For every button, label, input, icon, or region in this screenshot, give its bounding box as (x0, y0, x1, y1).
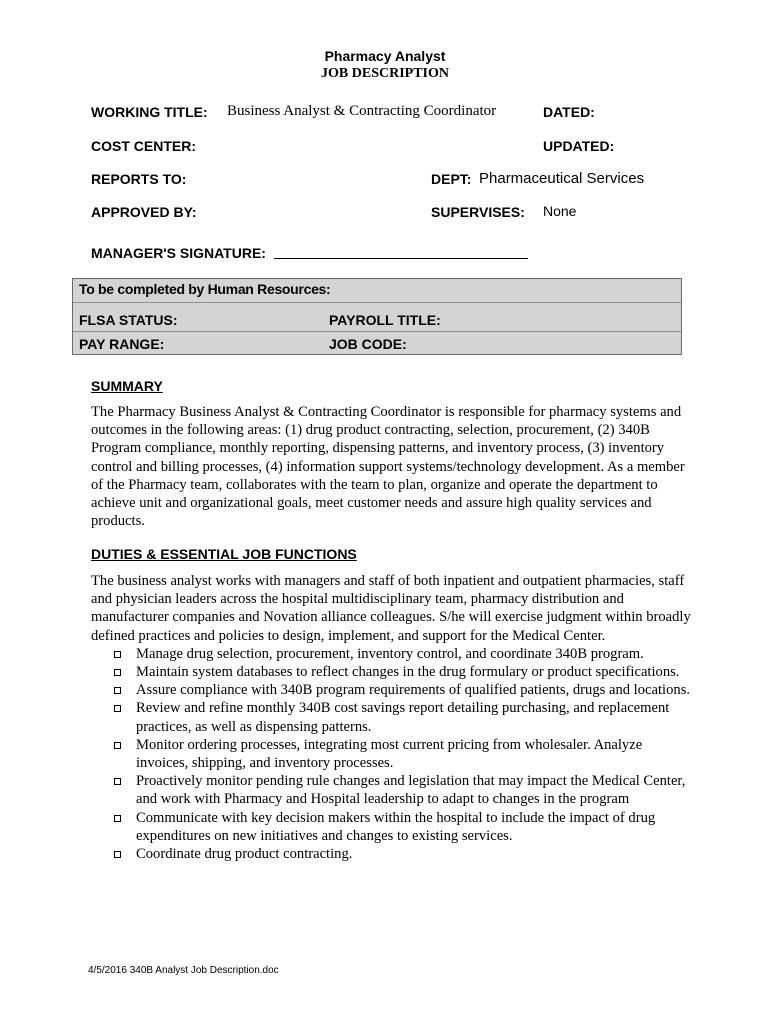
pay-range-label: PAY RANGE: (79, 336, 165, 352)
list-item-text: Assure compliance with 340B program requirements of qualified patients, drugs and locations. (136, 682, 691, 699)
list-item (91, 809, 691, 845)
hr-divider (73, 302, 681, 303)
list-item (91, 645, 691, 663)
summary-paragraph: The Pharmacy Business Analyst & Contracting Coordinator is responsible for pharmacy systems and outcomes in the following areas: (1) drug product contracting, selection, procurement, (2) 340B Program compliance, monthly reporting, dispensing patterns, and inventory process, (3) inventory control and billing processes, (4) information support systems/technology development. As a member of the Pharmacy team, collaborates with the team to plan, organize and operate the department to achieve unit and organizational goals, meet customer needs and assure high quality services and products. (91, 404, 685, 530)
checkbox-bullet-icon (114, 651, 121, 658)
document-title: Pharmacy Analyst (324, 48, 446, 64)
document-subtitle: JOB DESCRIPTION (321, 66, 449, 81)
list-item-text: Coordinate drug product contracting. (136, 846, 353, 863)
dept-label: DEPT: (431, 171, 472, 187)
list-item (91, 772, 691, 808)
cost-center-label: COST CENTER: (91, 138, 196, 154)
dated-label: DATED: (543, 104, 595, 120)
hr-section (72, 278, 682, 355)
list-item-text: Maintain system databases to reflect changes in the drug formulary or product specifications. (136, 664, 680, 681)
duties-intro: The business analyst works with managers and staff of both inpatient and outpatient pharmacies, staff and physician leaders across the hospital multidisciplinary team, pharmacy distribution and manufacturer companies and Novation alliance colleagues. S/he will exercise judgment within broadly defined practices and policies to design, implement, and support for the Medical Center. (91, 573, 691, 644)
list-item-text: Review and refine monthly 340B cost savings report detailing purchasing, and replacement practices, as well as dispensing patterns. (136, 700, 670, 735)
list-item-text: Monitor ordering processes, integrating most current pricing from wholesaler. Analyze invoices, shipping, and inventory processes. (136, 736, 643, 772)
duties-section (91, 572, 691, 863)
list-item (91, 663, 691, 681)
manager-signature-label: MANAGER'S SIGNATURE: (91, 245, 266, 261)
checkbox-bullet-icon (114, 851, 121, 858)
checkbox-bullet-icon (114, 815, 121, 822)
approved-by-label: APPROVED BY: (91, 204, 197, 220)
hr-divider (73, 331, 681, 332)
list-item (91, 845, 691, 863)
list-item (91, 736, 691, 772)
working-title-value: Business Analyst & Contracting Coordinator (227, 103, 497, 119)
list-item (91, 681, 691, 699)
footer-filename: 4/5/2016 340B Analyst Job Description.doc (88, 965, 279, 976)
signature-line (274, 258, 528, 259)
duties-list (91, 645, 691, 863)
checkbox-bullet-icon (114, 669, 121, 676)
flsa-status-label: FLSA STATUS: (79, 312, 178, 328)
summary-heading: SUMMARY (91, 378, 163, 394)
job-code-label: JOB CODE: (329, 336, 407, 352)
supervises-label: SUPERVISES: (431, 204, 525, 220)
reports-to-label: REPORTS TO: (91, 171, 187, 187)
list-item-text: Manage drug selection, procurement, inventory control, and coordinate 340B program. (136, 645, 644, 662)
working-title-label: WORKING TITLE: (91, 104, 208, 120)
checkbox-bullet-icon (114, 687, 121, 694)
payroll-title-label: PAYROLL TITLE: (329, 312, 441, 328)
checkbox-bullet-icon (114, 705, 121, 712)
checkbox-bullet-icon (114, 778, 121, 785)
list-item-text: Proactively monitor pending rule changes and legislation that may impact the Medical Center, and work with Pharmacy and Hospital leadership to adapt to changes in the program (136, 773, 686, 808)
hr-section-heading: To be completed by Human Resources: (79, 281, 331, 297)
updated-label: UPDATED: (543, 138, 615, 154)
dept-value: Pharmaceutical Services (479, 170, 645, 187)
duties-heading: DUTIES & ESSENTIAL JOB FUNCTIONS (91, 546, 357, 562)
checkbox-bullet-icon (114, 742, 121, 749)
summary-text (91, 403, 691, 530)
supervises-value: None (543, 203, 577, 219)
list-item (91, 699, 691, 735)
list-item-text: Communicate with key decision makers within the hospital to include the impact of drug expenditures on new initiatives and changes to existing services. (136, 809, 656, 844)
